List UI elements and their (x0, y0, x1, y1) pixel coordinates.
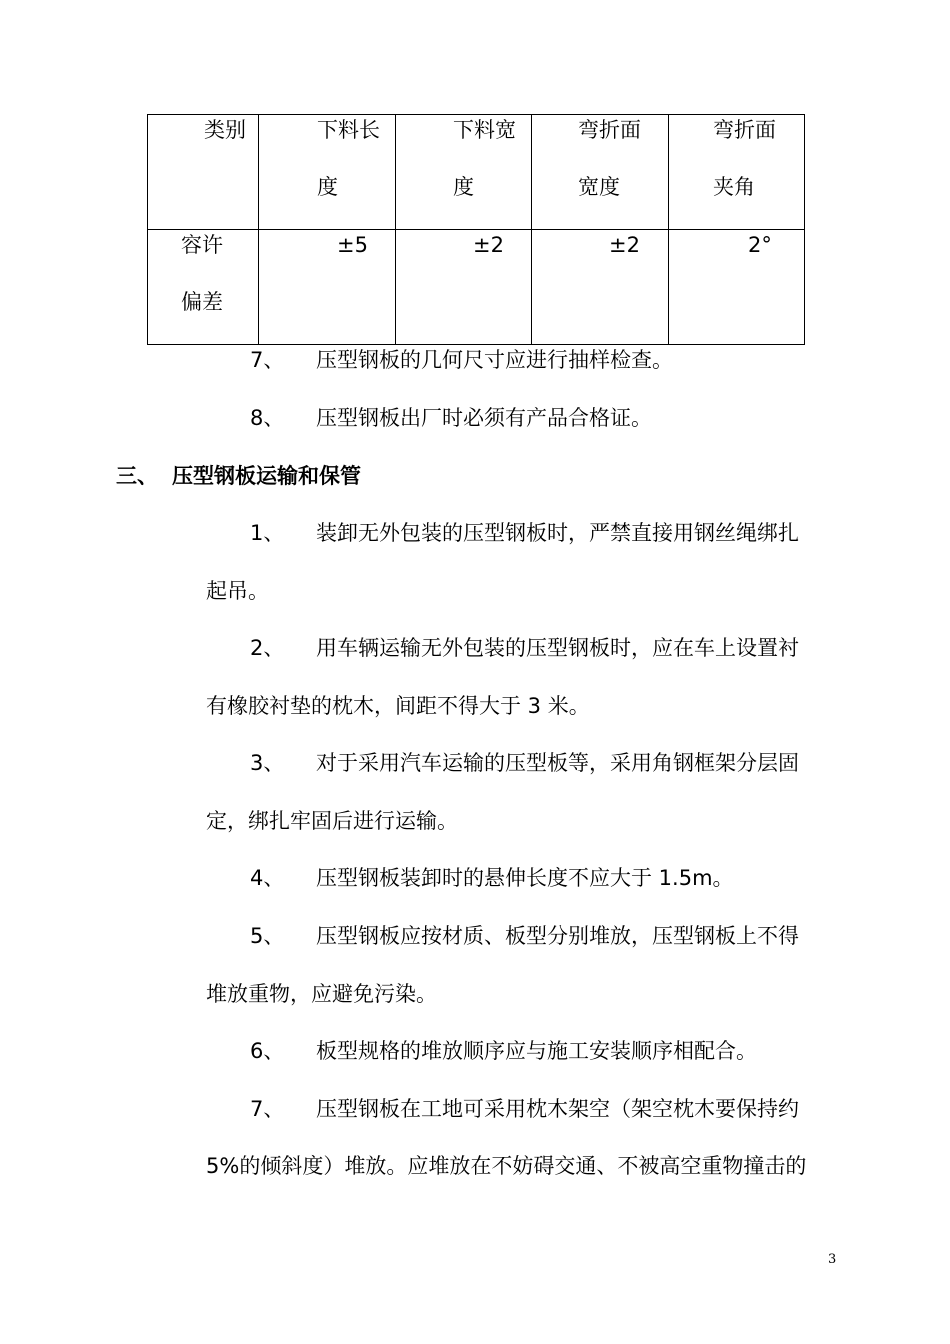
cell-text: ±2 (473, 233, 504, 257)
item-text: 压型钢板在工地可采用枕木架空（架空枕木要保持约 (316, 1097, 799, 1121)
table-cell (669, 115, 805, 230)
cell-text: ±5 (337, 233, 368, 257)
item-text: 压型钢板应按材质、板型分别堆放，压型钢板上不得 (316, 924, 799, 948)
table-header-row (148, 115, 805, 230)
item-number: 2、 (250, 636, 285, 660)
item-number: 1、 (250, 521, 285, 545)
item-number: 7、 (250, 1097, 285, 1121)
item-text: 压型钢板装卸时的悬伸长度不应大于 1.5m。 (316, 866, 734, 890)
cell-text: 下料长 度 (317, 118, 380, 199)
item-text: 板型规格的堆放顺序应与施工安装顺序相配合。 (316, 1039, 757, 1063)
cell-text: 弯折面 宽度 (578, 118, 641, 199)
item-continuation: 5%的倾斜度）堆放。应堆放在不妨碍交通、不被高空重物撞击的 (206, 1154, 807, 1178)
table-cell (259, 115, 396, 230)
cell-text: 容许 偏差 (181, 233, 223, 314)
item-text: 对于采用汽车运输的压型板等，采用角钢框架分层固 (316, 751, 799, 775)
table-cell (396, 230, 532, 345)
item-continuation: 有橡胶衬垫的枕木，间距不得大于 3 米。 (206, 694, 590, 718)
table-cell (532, 115, 669, 230)
table-cell (148, 115, 259, 230)
item-number: 7、 (250, 348, 285, 372)
section-title: 压型钢板运输和保管 (172, 464, 361, 488)
item-text: 压型钢板出厂时必须有产品合格证。 (316, 406, 652, 430)
table-cell (396, 115, 532, 230)
item-text: 装卸无外包装的压型钢板时，严禁直接用钢丝绳绑扎 (316, 521, 799, 545)
item-continuation: 堆放重物，应避免污染。 (206, 982, 437, 1006)
table-row (148, 230, 805, 345)
cell-text: 弯折面 夹角 (713, 118, 776, 199)
cell-text: ±2 (609, 233, 640, 257)
page-number: 3 (828, 1252, 837, 1267)
cell-text: 下料宽 度 (453, 118, 516, 199)
item-number: 3、 (250, 751, 285, 775)
cell-text: 类别 (204, 118, 246, 142)
item-continuation: 起吊。 (206, 579, 269, 603)
item-number: 4、 (250, 866, 285, 890)
section-number: 三、 (116, 464, 158, 488)
table-cell (148, 230, 259, 345)
cell-text: 2° (748, 233, 772, 257)
table-cell (259, 230, 396, 345)
item-number: 5、 (250, 924, 285, 948)
item-continuation: 定，绑扎牢固后进行运输。 (206, 809, 458, 833)
table-cell (532, 230, 669, 345)
tolerance-table (147, 114, 805, 345)
table-cell (669, 230, 805, 345)
item-text: 压型钢板的几何尺寸应进行抽样检查。 (316, 348, 673, 372)
item-number: 8、 (250, 406, 285, 430)
item-number: 6、 (250, 1039, 285, 1063)
item-text: 用车辆运输无外包装的压型钢板时，应在车上设置衬 (316, 636, 799, 660)
